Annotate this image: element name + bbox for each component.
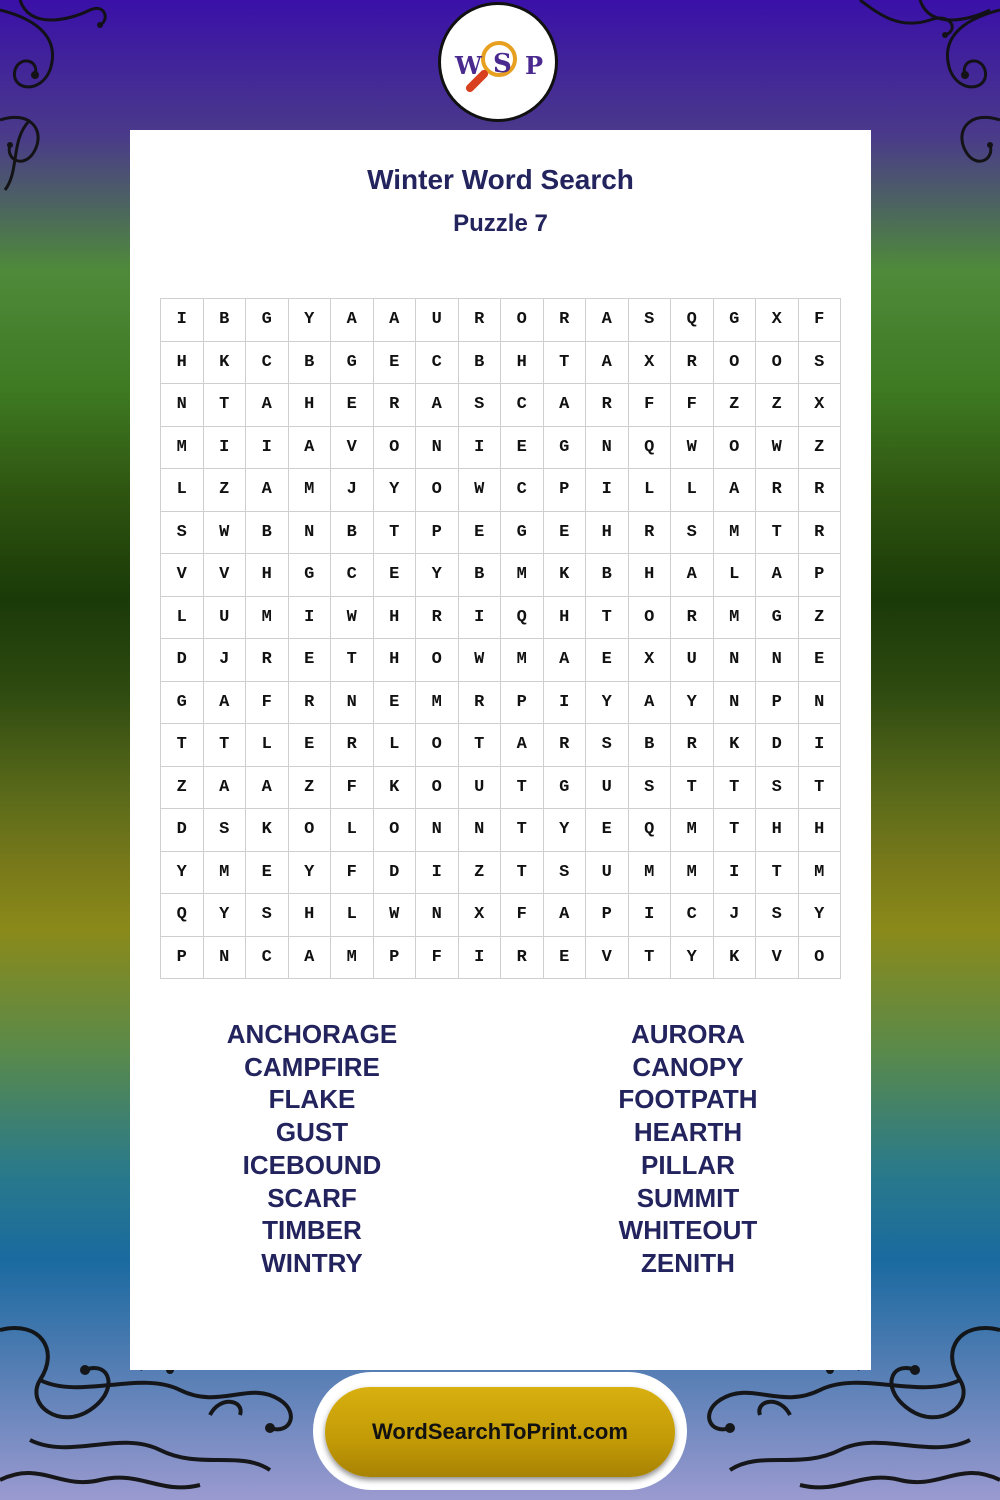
grid-cell[interactable]: N bbox=[586, 427, 629, 470]
grid-cell[interactable]: O bbox=[756, 342, 799, 385]
grid-cell[interactable]: I bbox=[459, 937, 502, 980]
grid-cell[interactable]: X bbox=[629, 639, 672, 682]
grid-cell[interactable]: P bbox=[501, 682, 544, 725]
grid-cell[interactable]: A bbox=[204, 767, 247, 810]
grid-cell[interactable]: N bbox=[416, 427, 459, 470]
grid-cell[interactable]: Q bbox=[501, 597, 544, 640]
grid-cell[interactable]: F bbox=[331, 767, 374, 810]
grid-cell[interactable]: Y bbox=[586, 682, 629, 725]
grid-cell[interactable]: O bbox=[416, 724, 459, 767]
grid-cell[interactable]: I bbox=[714, 852, 757, 895]
grid-cell[interactable]: S bbox=[629, 767, 672, 810]
grid-cell[interactable]: M bbox=[161, 427, 204, 470]
grid-cell[interactable]: E bbox=[586, 639, 629, 682]
grid-cell[interactable]: U bbox=[416, 299, 459, 342]
grid-cell[interactable]: Y bbox=[204, 894, 247, 937]
grid-cell[interactable]: Y bbox=[289, 852, 332, 895]
logo-letter-w: W bbox=[455, 51, 482, 80]
grid-cell[interactable]: G bbox=[756, 597, 799, 640]
grid-cell[interactable]: O bbox=[714, 427, 757, 470]
grid-cell[interactable]: F bbox=[246, 682, 289, 725]
grid-cell[interactable]: B bbox=[204, 299, 247, 342]
grid-cell[interactable]: I bbox=[459, 427, 502, 470]
grid-cell[interactable]: Z bbox=[204, 469, 247, 512]
site-logo[interactable] bbox=[438, 2, 558, 122]
word-list-item: FOOTPATH bbox=[618, 1084, 758, 1115]
grid-cell[interactable]: M bbox=[501, 554, 544, 597]
grid-cell[interactable]: E bbox=[544, 512, 587, 555]
grid-cell[interactable]: R bbox=[374, 384, 417, 427]
grid-cell[interactable]: A bbox=[501, 724, 544, 767]
grid-cell[interactable]: F bbox=[799, 299, 842, 342]
grid-cell[interactable]: O bbox=[289, 809, 332, 852]
grid-cell[interactable]: E bbox=[374, 682, 417, 725]
grid-cell[interactable]: V bbox=[204, 554, 247, 597]
grid-cell[interactable]: O bbox=[374, 427, 417, 470]
grid-cell[interactable]: P bbox=[586, 894, 629, 937]
grid-cell[interactable]: M bbox=[501, 639, 544, 682]
grid-cell[interactable]: Z bbox=[714, 384, 757, 427]
grid-cell[interactable]: T bbox=[586, 597, 629, 640]
grid-cell[interactable]: H bbox=[374, 639, 417, 682]
grid-cell[interactable]: A bbox=[629, 682, 672, 725]
grid-cell[interactable]: W bbox=[204, 512, 247, 555]
grid-cell[interactable]: R bbox=[459, 299, 502, 342]
grid-cell[interactable]: I bbox=[246, 427, 289, 470]
puzzle-panel bbox=[130, 130, 871, 1370]
grid-cell[interactable]: N bbox=[714, 682, 757, 725]
grid-cell[interactable]: T bbox=[501, 767, 544, 810]
grid-cell[interactable]: Q bbox=[629, 809, 672, 852]
grid-cell[interactable]: B bbox=[459, 342, 502, 385]
grid-cell[interactable]: C bbox=[246, 342, 289, 385]
grid-cell[interactable]: T bbox=[544, 342, 587, 385]
word-list-item: AURORA bbox=[630, 1019, 746, 1049]
grid-cell[interactable]: Y bbox=[161, 852, 204, 895]
grid-cell[interactable]: B bbox=[629, 724, 672, 767]
grid-cell[interactable]: P bbox=[161, 937, 204, 980]
grid-cell[interactable]: H bbox=[246, 554, 289, 597]
grid-cell[interactable]: A bbox=[246, 384, 289, 427]
grid-cell[interactable]: K bbox=[374, 767, 417, 810]
grid-cell[interactable]: P bbox=[756, 682, 799, 725]
grid-cell[interactable]: T bbox=[204, 724, 247, 767]
grid-cell[interactable]: X bbox=[799, 384, 842, 427]
grid-cell[interactable]: W bbox=[756, 427, 799, 470]
grid-cell[interactable]: R bbox=[586, 384, 629, 427]
grid-cell[interactable]: L bbox=[246, 724, 289, 767]
grid-cell[interactable]: C bbox=[246, 937, 289, 980]
grid-cell[interactable]: R bbox=[799, 512, 842, 555]
grid-cell[interactable]: H bbox=[586, 512, 629, 555]
word-list-item: CANOPY bbox=[632, 1051, 744, 1082]
grid-cell[interactable]: N bbox=[416, 809, 459, 852]
grid-cell[interactable]: G bbox=[161, 682, 204, 725]
grid-cell[interactable]: E bbox=[459, 512, 502, 555]
grid-cell[interactable]: D bbox=[161, 639, 204, 682]
grid-cell[interactable]: Y bbox=[416, 554, 459, 597]
grid-cell[interactable]: O bbox=[501, 299, 544, 342]
grid-cell[interactable]: S bbox=[544, 852, 587, 895]
grid-cell[interactable]: Y bbox=[544, 809, 587, 852]
grid-cell[interactable]: I bbox=[586, 469, 629, 512]
grid-cell[interactable]: K bbox=[204, 342, 247, 385]
grid-cell[interactable]: B bbox=[289, 342, 332, 385]
grid-cell[interactable]: J bbox=[204, 639, 247, 682]
grid-cell[interactable]: B bbox=[459, 554, 502, 597]
grid-cell[interactable]: N bbox=[289, 512, 332, 555]
word-list-item: TIMBER bbox=[262, 1215, 362, 1246]
grid-cell[interactable]: H bbox=[756, 809, 799, 852]
grid-cell[interactable]: E bbox=[289, 639, 332, 682]
grid-cell[interactable]: Y bbox=[671, 937, 714, 980]
grid-cell[interactable]: T bbox=[671, 767, 714, 810]
grid-cell[interactable]: I bbox=[161, 299, 204, 342]
grid-cell[interactable]: E bbox=[374, 342, 417, 385]
grid-cell[interactable]: I bbox=[629, 894, 672, 937]
grid-cell[interactable]: G bbox=[544, 767, 587, 810]
corner-ornament-top-left-icon bbox=[0, 0, 140, 200]
grid-cell[interactable]: A bbox=[289, 427, 332, 470]
grid-cell[interactable]: A bbox=[246, 469, 289, 512]
grid-cell[interactable]: L bbox=[161, 469, 204, 512]
grid-cell[interactable]: R bbox=[799, 469, 842, 512]
grid-cell[interactable]: H bbox=[289, 894, 332, 937]
grid-cell[interactable]: H bbox=[374, 597, 417, 640]
grid-cell[interactable]: H bbox=[289, 384, 332, 427]
word-list-item: FLAKE bbox=[268, 1084, 356, 1115]
grid-cell[interactable]: G bbox=[289, 554, 332, 597]
grid-cell[interactable]: C bbox=[501, 384, 544, 427]
word-list-item: HEARTH bbox=[633, 1117, 743, 1148]
grid-cell[interactable]: G bbox=[246, 299, 289, 342]
grid-cell[interactable]: T bbox=[374, 512, 417, 555]
grid-cell[interactable]: V bbox=[756, 937, 799, 980]
grid-cell[interactable]: E bbox=[331, 384, 374, 427]
grid-cell[interactable]: W bbox=[374, 894, 417, 937]
grid-cell[interactable]: Y bbox=[671, 682, 714, 725]
grid-cell[interactable]: N bbox=[799, 682, 842, 725]
grid-cell[interactable]: B bbox=[246, 512, 289, 555]
grid-cell[interactable]: Z bbox=[289, 767, 332, 810]
grid-cell[interactable]: T bbox=[459, 724, 502, 767]
grid-cell[interactable]: S bbox=[161, 512, 204, 555]
grid-cell[interactable]: U bbox=[586, 767, 629, 810]
grid-cell[interactable]: P bbox=[544, 469, 587, 512]
grid-cell[interactable]: U bbox=[586, 852, 629, 895]
grid-cell[interactable]: R bbox=[544, 724, 587, 767]
grid-cell[interactable]: V bbox=[161, 554, 204, 597]
grid-cell[interactable]: I bbox=[204, 427, 247, 470]
grid-cell[interactable]: W bbox=[331, 597, 374, 640]
word-list-item: ANCHORAGE bbox=[226, 1019, 398, 1049]
grid-cell[interactable]: G bbox=[544, 427, 587, 470]
grid-cell[interactable]: R bbox=[756, 469, 799, 512]
grid-cell[interactable]: S bbox=[629, 299, 672, 342]
grid-cell[interactable]: I bbox=[459, 597, 502, 640]
grid-cell[interactable]: E bbox=[586, 809, 629, 852]
grid-cell[interactable]: S bbox=[204, 809, 247, 852]
grid-cell[interactable]: T bbox=[161, 724, 204, 767]
grid-cell[interactable]: Q bbox=[629, 427, 672, 470]
grid-cell[interactable]: B bbox=[586, 554, 629, 597]
grid-cell[interactable]: A bbox=[714, 469, 757, 512]
grid-cell[interactable]: K bbox=[544, 554, 587, 597]
grid-cell[interactable]: V bbox=[586, 937, 629, 980]
grid-cell[interactable]: O bbox=[416, 469, 459, 512]
grid-cell[interactable]: A bbox=[289, 937, 332, 980]
grid-cell[interactable]: Y bbox=[799, 894, 842, 937]
grid-cell[interactable]: A bbox=[671, 554, 714, 597]
grid-cell[interactable]: I bbox=[799, 724, 842, 767]
grid-cell[interactable]: T bbox=[714, 809, 757, 852]
grid-cell[interactable]: R bbox=[629, 512, 672, 555]
grid-cell[interactable]: D bbox=[161, 809, 204, 852]
word-list-item: GUST bbox=[275, 1117, 349, 1148]
grid-cell[interactable]: S bbox=[756, 767, 799, 810]
grid-cell[interactable]: W bbox=[459, 469, 502, 512]
grid-cell[interactable]: F bbox=[416, 937, 459, 980]
grid-cell[interactable]: E bbox=[501, 427, 544, 470]
grid-cell[interactable]: Z bbox=[459, 852, 502, 895]
grid-cell[interactable]: E bbox=[544, 937, 587, 980]
grid-cell[interactable]: T bbox=[204, 384, 247, 427]
grid-cell[interactable]: O bbox=[714, 342, 757, 385]
grid-cell[interactable]: X bbox=[629, 342, 672, 385]
grid-cell[interactable]: M bbox=[289, 469, 332, 512]
grid-cell[interactable]: A bbox=[416, 384, 459, 427]
grid-cell[interactable]: A bbox=[374, 299, 417, 342]
grid-cell[interactable]: M bbox=[799, 852, 842, 895]
grid-cell[interactable]: A bbox=[544, 384, 587, 427]
grid-cell[interactable]: I bbox=[416, 852, 459, 895]
grid-cell[interactable]: R bbox=[459, 682, 502, 725]
grid-cell[interactable]: C bbox=[671, 894, 714, 937]
word-list-item: WINTRY bbox=[261, 1247, 363, 1278]
grid-cell[interactable]: R bbox=[289, 682, 332, 725]
grid-cell[interactable]: B bbox=[331, 512, 374, 555]
grid-cell[interactable]: L bbox=[671, 469, 714, 512]
grid-cell[interactable]: R bbox=[416, 597, 459, 640]
grid-cell[interactable]: R bbox=[671, 342, 714, 385]
word-list-item: ICEBOUND bbox=[242, 1149, 382, 1180]
grid-cell[interactable]: D bbox=[374, 852, 417, 895]
grid-cell[interactable]: E bbox=[289, 724, 332, 767]
grid-cell[interactable]: O bbox=[629, 597, 672, 640]
grid-cell[interactable]: K bbox=[246, 809, 289, 852]
grid-cell[interactable]: Y bbox=[289, 299, 332, 342]
grid-cell[interactable]: Y bbox=[374, 469, 417, 512]
grid-cell[interactable]: A bbox=[586, 299, 629, 342]
grid-cell[interactable]: M bbox=[246, 597, 289, 640]
grid-cell[interactable]: M bbox=[629, 852, 672, 895]
grid-cell[interactable]: T bbox=[331, 639, 374, 682]
grid-cell[interactable]: N bbox=[756, 639, 799, 682]
grid-cell[interactable]: A bbox=[544, 894, 587, 937]
grid-cell[interactable]: T bbox=[756, 512, 799, 555]
grid-cell[interactable]: U bbox=[204, 597, 247, 640]
grid-cell[interactable]: C bbox=[501, 469, 544, 512]
word-list-item: PILLAR bbox=[641, 1149, 735, 1180]
grid-cell[interactable]: N bbox=[459, 809, 502, 852]
grid-cell[interactable]: G bbox=[501, 512, 544, 555]
grid-cell[interactable]: W bbox=[459, 639, 502, 682]
grid-cell[interactable]: N bbox=[416, 894, 459, 937]
grid-cell[interactable]: H bbox=[629, 554, 672, 597]
grid-cell[interactable]: T bbox=[629, 937, 672, 980]
grid-cell[interactable]: E bbox=[799, 639, 842, 682]
grid-cell[interactable]: J bbox=[714, 894, 757, 937]
grid-cell[interactable]: I bbox=[289, 597, 332, 640]
grid-cell[interactable]: A bbox=[246, 767, 289, 810]
website-link-button[interactable]: WordSearchToPrint.com bbox=[325, 1387, 675, 1477]
grid-cell[interactable]: A bbox=[204, 682, 247, 725]
grid-cell[interactable]: P bbox=[416, 512, 459, 555]
grid-cell[interactable]: Z bbox=[799, 597, 842, 640]
grid-cell[interactable]: D bbox=[756, 724, 799, 767]
grid-cell[interactable]: C bbox=[331, 554, 374, 597]
grid-cell[interactable]: M bbox=[671, 809, 714, 852]
grid-cell[interactable]: M bbox=[331, 937, 374, 980]
grid-cell[interactable]: Z bbox=[756, 384, 799, 427]
grid-cell[interactable]: L bbox=[331, 894, 374, 937]
grid-cell[interactable]: Q bbox=[671, 299, 714, 342]
grid-cell[interactable]: F bbox=[331, 852, 374, 895]
grid-cell[interactable]: R bbox=[501, 937, 544, 980]
grid-cell[interactable]: M bbox=[416, 682, 459, 725]
puzzle-number: Puzzle 7 bbox=[453, 210, 548, 237]
grid-cell[interactable]: A bbox=[756, 554, 799, 597]
grid-cell[interactable]: S bbox=[459, 384, 502, 427]
grid-cell[interactable]: M bbox=[714, 512, 757, 555]
grid-cell[interactable]: A bbox=[544, 639, 587, 682]
grid-cell[interactable]: S bbox=[671, 512, 714, 555]
grid-cell[interactable]: W bbox=[671, 427, 714, 470]
grid-cell[interactable]: E bbox=[246, 852, 289, 895]
grid-cell[interactable]: L bbox=[161, 597, 204, 640]
grid-cell[interactable]: G bbox=[331, 342, 374, 385]
word-list-item: WHITEOUT bbox=[618, 1215, 758, 1246]
grid-cell[interactable]: E bbox=[374, 554, 417, 597]
grid-cell[interactable]: Z bbox=[161, 767, 204, 810]
grid-cell[interactable]: R bbox=[331, 724, 374, 767]
grid-cell[interactable]: Q bbox=[161, 894, 204, 937]
grid-cell[interactable]: G bbox=[714, 299, 757, 342]
grid-cell[interactable]: S bbox=[586, 724, 629, 767]
grid-cell[interactable]: F bbox=[671, 384, 714, 427]
grid-cell[interactable]: R bbox=[544, 299, 587, 342]
grid-cell[interactable]: R bbox=[671, 597, 714, 640]
grid-cell[interactable]: R bbox=[671, 724, 714, 767]
grid-cell[interactable]: S bbox=[799, 342, 842, 385]
grid-cell[interactable]: U bbox=[671, 639, 714, 682]
word-list-item: SCARF bbox=[267, 1182, 357, 1213]
grid-cell[interactable]: H bbox=[799, 809, 842, 852]
grid-cell[interactable]: M bbox=[714, 597, 757, 640]
grid-cell[interactable]: T bbox=[799, 767, 842, 810]
grid-cell[interactable]: R bbox=[246, 639, 289, 682]
grid-cell[interactable]: M bbox=[204, 852, 247, 895]
grid-cell[interactable]: N bbox=[331, 682, 374, 725]
grid-cell[interactable]: V bbox=[331, 427, 374, 470]
grid-cell[interactable]: L bbox=[331, 809, 374, 852]
grid-cell[interactable]: F bbox=[629, 384, 672, 427]
grid-cell[interactable]: T bbox=[714, 767, 757, 810]
grid-cell[interactable]: H bbox=[544, 597, 587, 640]
grid-cell[interactable]: K bbox=[714, 937, 757, 980]
grid-cell[interactable]: O bbox=[416, 767, 459, 810]
grid-cell[interactable]: I bbox=[544, 682, 587, 725]
grid-cell[interactable]: U bbox=[459, 767, 502, 810]
grid-cell[interactable]: Z bbox=[799, 427, 842, 470]
grid-cell[interactable]: L bbox=[374, 724, 417, 767]
grid-cell[interactable]: O bbox=[799, 937, 842, 980]
grid-cell[interactable]: S bbox=[246, 894, 289, 937]
grid-cell[interactable]: X bbox=[459, 894, 502, 937]
grid-cell[interactable]: S bbox=[756, 894, 799, 937]
grid-cell[interactable]: L bbox=[629, 469, 672, 512]
grid-cell[interactable]: N bbox=[161, 384, 204, 427]
word-list-left bbox=[162, 1018, 462, 1280]
logo-letter-s: S bbox=[493, 49, 512, 79]
grid-cell[interactable]: O bbox=[416, 639, 459, 682]
word-list-item: SUMMIT bbox=[636, 1182, 740, 1213]
grid-cell[interactable]: K bbox=[714, 724, 757, 767]
grid-cell[interactable]: A bbox=[586, 342, 629, 385]
grid-cell[interactable]: J bbox=[331, 469, 374, 512]
grid-cell[interactable]: H bbox=[161, 342, 204, 385]
grid-cell[interactable]: A bbox=[331, 299, 374, 342]
grid-cell[interactable]: H bbox=[501, 342, 544, 385]
grid-cell[interactable]: O bbox=[374, 809, 417, 852]
word-list-right bbox=[538, 1018, 838, 1280]
grid-cell[interactable]: F bbox=[501, 894, 544, 937]
grid-cell[interactable]: N bbox=[204, 937, 247, 980]
grid-cell[interactable]: N bbox=[714, 639, 757, 682]
grid-cell[interactable]: L bbox=[714, 554, 757, 597]
word-list-item: CAMPFIRE bbox=[244, 1051, 380, 1082]
page-title: Winter Word Search bbox=[367, 164, 634, 195]
grid-cell[interactable]: P bbox=[799, 554, 842, 597]
grid-cell[interactable]: T bbox=[756, 852, 799, 895]
grid-cell[interactable]: M bbox=[671, 852, 714, 895]
grid-cell[interactable]: T bbox=[501, 852, 544, 895]
grid-cell[interactable]: X bbox=[756, 299, 799, 342]
grid-cell[interactable]: C bbox=[416, 342, 459, 385]
grid-cell[interactable]: P bbox=[374, 937, 417, 980]
grid-cell[interactable]: T bbox=[501, 809, 544, 852]
letter-grid bbox=[160, 298, 841, 979]
logo-letter-p: P bbox=[525, 51, 544, 80]
word-list-item: ZENITH bbox=[641, 1247, 735, 1278]
